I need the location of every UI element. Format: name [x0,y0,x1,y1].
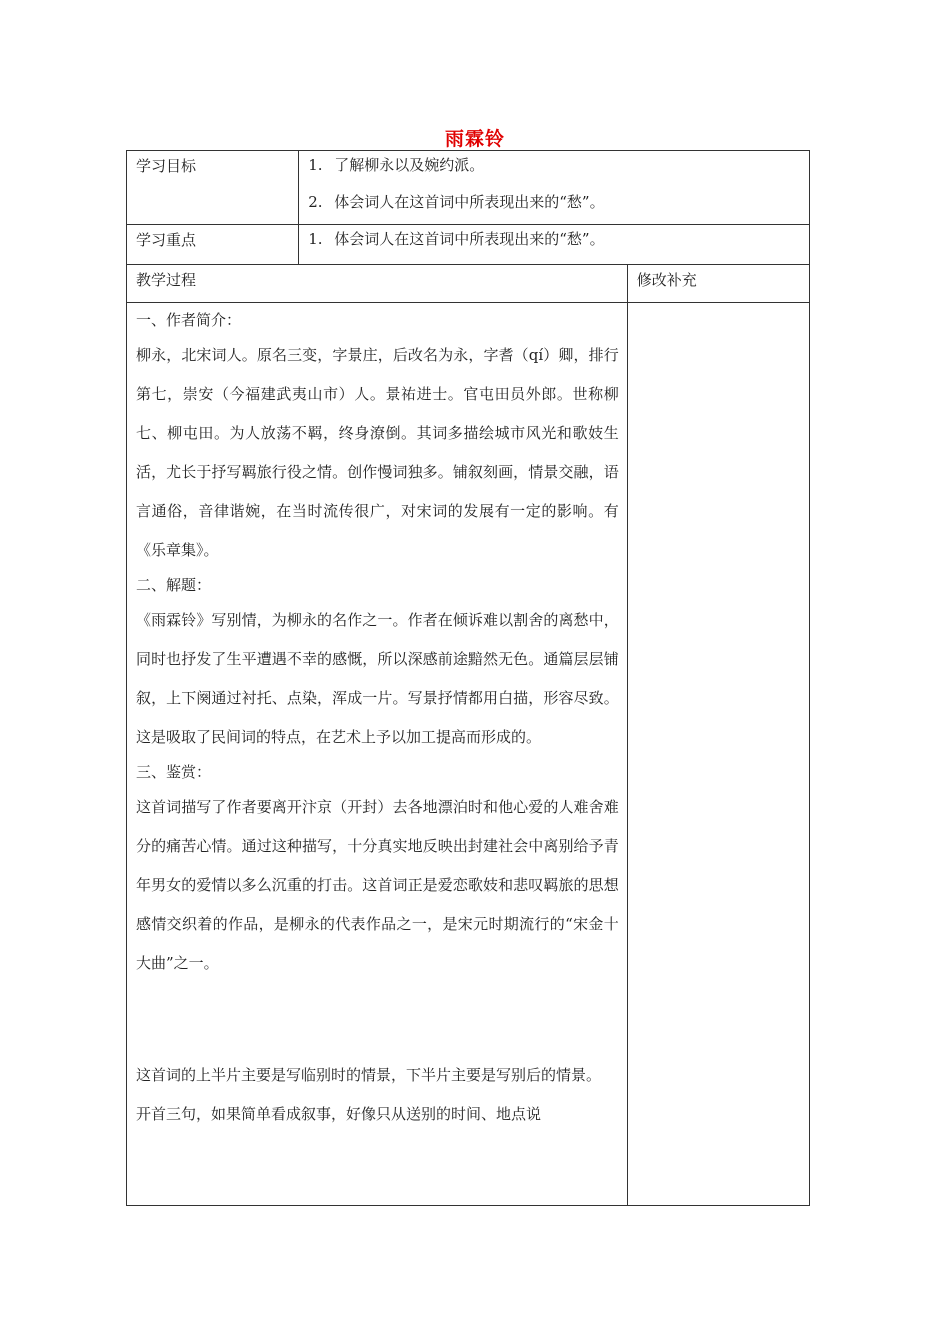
goal-item [308,191,801,213]
blank-spacer [136,983,619,1056]
header-row [127,265,810,303]
focus-row [127,225,810,265]
section-heading: 三、鉴赏： [136,763,212,781]
section-paragraph: 柳永，北宋词人。原名三变，字景庄，后改名为永，字耆（qí）卿，排行第七，崇安（今福建武夷山市）人。景祐进士。官屯田员外郎。世称柳七、柳屯田。为人放荡不羁，终身潦倒。其词多描绘城市风光和歌妓生活，尤长于抒写羁旅行役之情。创作慢词独多。铺叙刻画，情景交融，语言通俗，音律谐婉，在当时流传很广，对宋词的发展有一定的影响。有《乐章集》。 [136,346,619,559]
goal-text: 体会词人在这首词中所表现出来的“愁”。 [334,193,605,211]
goal-item [308,154,801,176]
notes-content [627,303,809,1206]
section-heading: 二、解题： [136,576,212,594]
goals-row [127,151,810,225]
process-content [127,303,628,1206]
goal-text: 了解柳永以及婉约派。 [334,156,485,174]
goal-number: 1. [308,156,323,174]
process-header: 教学过程 [127,265,628,303]
content-row [127,303,810,1206]
goals-content [299,151,810,225]
notes-header: 修改补充 [627,265,809,303]
section-paragraph: 《雨霖铃》写别情，为柳永的名作之一。作者在倾诉难以割舍的离愁中，同时也抒发了生平遭遇不幸的感慨，所以深感前途黯然无色。通篇层层铺叙，上下阕通过衬托、点染，浑成一片。写景抒情都用白描，形容尽致。这是吸取了民间词的特点，在艺术上予以加工提高而形成的。 [136,611,619,746]
focus-text: 体会词人在这首词中所表现出来的“愁”。 [334,230,605,248]
document-title: 雨霖铃 [444,128,505,150]
section-heading: 一、作者简介： [136,311,242,329]
focus-content [299,225,810,265]
section-paragraph: 这首词描写了作者要离开汴京（开封）去各地漂泊时和他心爱的人难舍难分的痛苦心情。通过这种描写，十分真实地反映出封建社会中离别给予青年男女的爱情以多么沉重的打击。这首词正是爱恋歌妓和悲叹羁旅的思想感情交织着的作品，是柳永的代表作品之一，是宋元时期流行的“宋金十大曲”之一。 [136,798,619,972]
lesson-table [126,150,810,1206]
goal-number: 2. [308,193,323,211]
focus-label: 学习重点 [127,225,299,265]
section-paragraph: 开首三句，如果简单看成叙事，好像只从送别的时间、地点说 [136,1105,542,1123]
goals-label: 学习目标 [127,151,299,225]
focus-item [308,228,801,250]
focus-number: 1. [308,230,323,248]
section-paragraph: 这首词的上半片主要是写临别时的情景，下半片主要是写别后的情景。 [136,1066,602,1084]
